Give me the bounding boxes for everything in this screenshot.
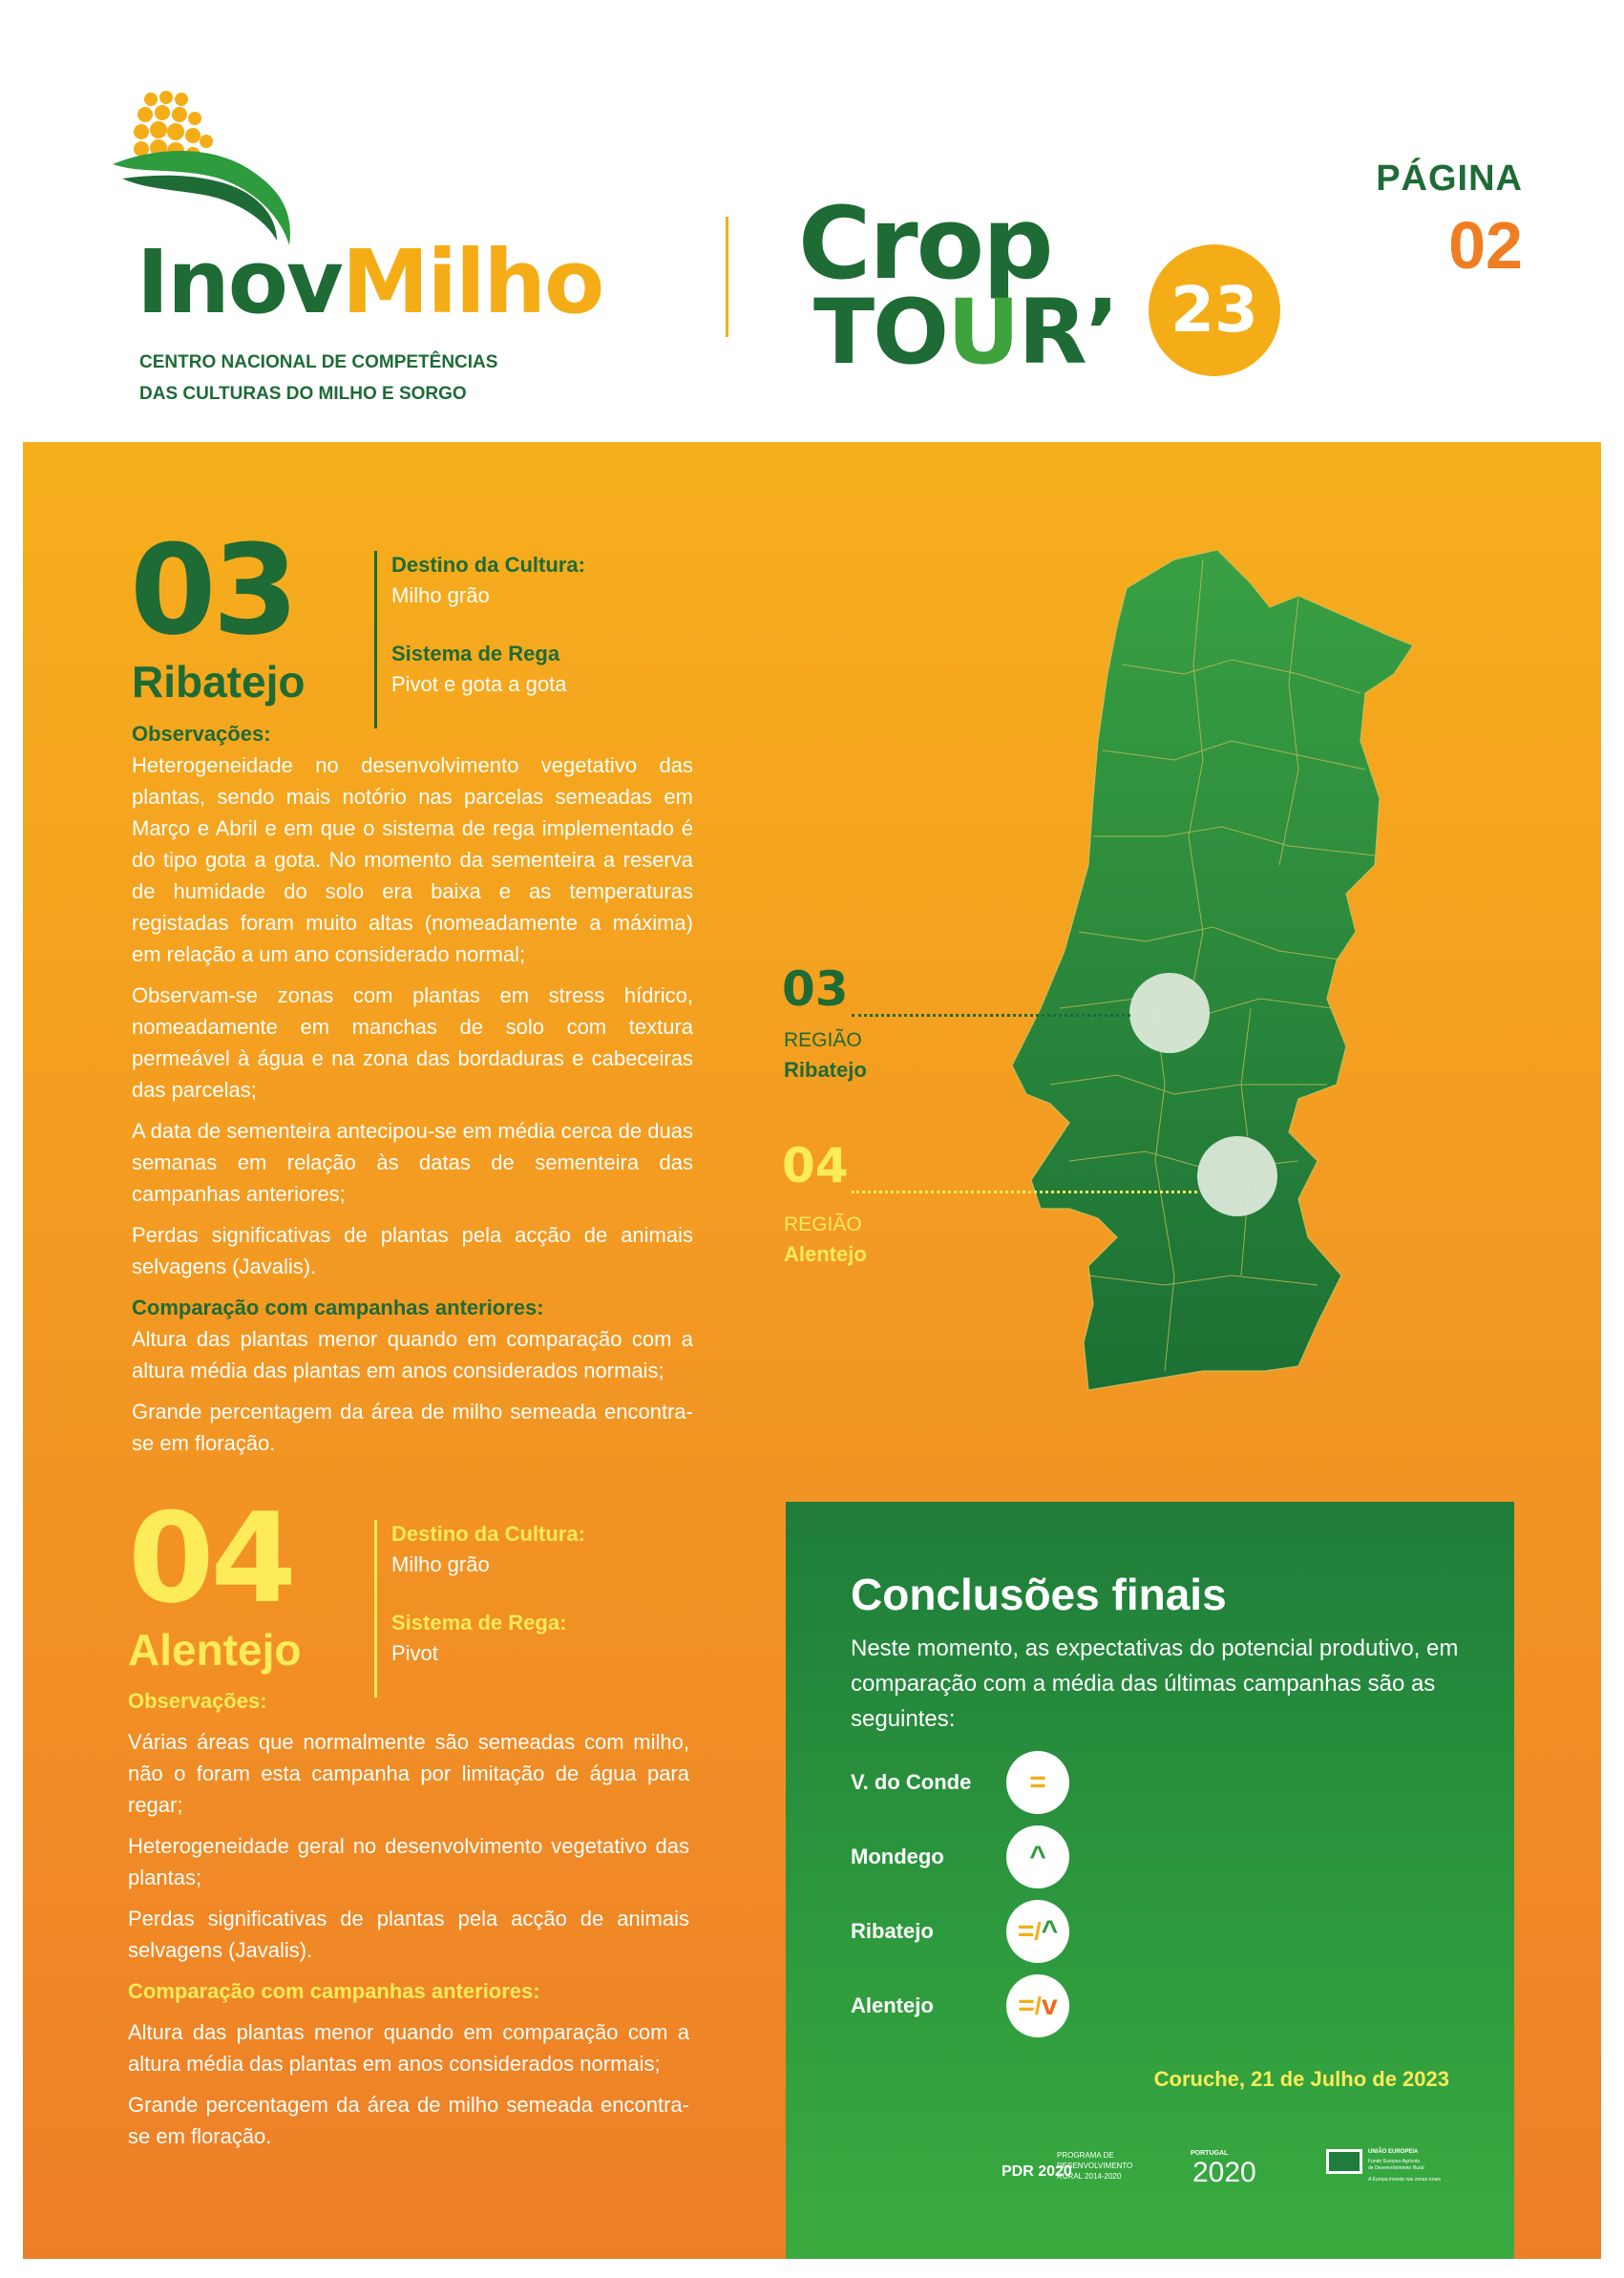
- equal-up-indicator-icon: =/^: [1006, 1900, 1069, 1963]
- comparison-paragraph: Altura das plantas menor quando em comparação com a altura média das plantas em anos considerados normais;: [132, 1327, 693, 1382]
- section-meta: [374, 1520, 585, 1698]
- tour-part-u: U: [947, 281, 1019, 385]
- crop-title: Crop: [798, 185, 1052, 302]
- eu-feader-logo: [1326, 2148, 1441, 2183]
- tour-part-b: R’: [1018, 281, 1118, 385]
- callout-region-03: Ribatejo: [784, 1058, 867, 1082]
- observacoes-heading: Observações:: [128, 1689, 267, 1713]
- equal-indicator-icon: =: [1006, 1751, 1069, 1814]
- brand-subtitle-line-2: DAS CULTURAS DO MILHO E SORGO: [139, 384, 467, 404]
- pdr2020-line-2: DESENVOLVIMENTO: [1057, 2162, 1133, 2170]
- conclusions-box: [786, 1502, 1514, 2259]
- page-label: PÁGINA: [1376, 158, 1523, 199]
- conclusion-region: Ribatejo: [851, 1919, 934, 1943]
- equal-down-indicator-icon: =/v: [1006, 1974, 1069, 2037]
- tour-part-a: TO: [813, 281, 948, 385]
- section-body: [128, 1685, 689, 2162]
- callout-leader-04: [852, 1191, 1197, 1193]
- inovmilho-corn-logo: [113, 88, 304, 250]
- observacoes-heading: Observações:: [132, 722, 271, 746]
- observation-paragraph: Observam-se zonas com plantas em stress hídrico, nomeadamente em manchas de solo com textura permeável à água e na zona das bordaduras e cabeceiras das parcelas;: [132, 983, 693, 1102]
- brand-wordmark: [137, 231, 603, 333]
- eu-line-2: de Desenvolvimento Rural: [1368, 2165, 1424, 2171]
- funder-logos: [1002, 2143, 1460, 2191]
- portugal2020-logo: [1191, 2150, 1256, 2188]
- up-indicator-icon: ^: [1006, 1825, 1069, 1888]
- rega-label: Sistema de Rega:: [391, 1611, 567, 1635]
- observation-paragraph: Várias áreas que normalmente são semeadas com milho, não o foram esta campanha por limitação de água para regar;: [128, 1730, 689, 1817]
- section-body: [132, 718, 693, 1468]
- pdr2020-line-3: RURAL 2014-2020: [1057, 2172, 1122, 2181]
- callout-label-03: REGIÃO: [784, 1029, 862, 1051]
- eu-title: UNIÃO EUROPEIA: [1368, 2149, 1419, 2155]
- conclusion-region: Mondego: [851, 1845, 944, 1868]
- rega-value: Pivot e gota a gota: [391, 672, 567, 696]
- comparison-paragraph: Grande percentagem da área de milho semeada encontra-se em floração.: [132, 1400, 693, 1455]
- pdr2020-logo: [1002, 2151, 1132, 2181]
- section-region: Ribatejo: [132, 657, 306, 707]
- pdr2020-mark: PDR 2020: [1002, 2163, 1072, 2180]
- region-marker-ribatejo: [1129, 973, 1210, 1053]
- conclusions-date: Coruche, 21 de Julho de 2023: [1153, 2067, 1449, 2091]
- conclusion-row: [851, 1900, 1137, 1963]
- page-number: 02: [1448, 208, 1523, 283]
- comparacao-heading: Comparação com campanhas anteriores:: [128, 1979, 540, 2003]
- section-meta: [374, 551, 585, 728]
- destino-value: Milho grão: [391, 583, 490, 607]
- callout-number-04: 04: [782, 1138, 849, 1193]
- callout-region-04: Alentejo: [784, 1242, 867, 1266]
- rega-value: Pivot: [391, 1641, 438, 1665]
- observation-paragraph: A data de sementeira antecipou-se em média cerca de duas semanas em relação às datas de sementeira das campanhas anteriores;: [132, 1119, 693, 1206]
- conclusion-row: [851, 1751, 1137, 1814]
- conclusion-row: [851, 1974, 1137, 2037]
- destino-value: Milho grão: [391, 1552, 490, 1576]
- eu-line-3: A Europa investe nas zonas rurais: [1368, 2177, 1441, 2183]
- comparacao-heading: Comparação com campanhas anteriores:: [132, 1296, 544, 1319]
- observation-paragraph: Perdas significativas de plantas pela acção de animais selvagens (Javalis).: [132, 1223, 693, 1278]
- section-number: 03: [130, 517, 295, 663]
- comparison-paragraph: Altura das plantas menor quando em comparação com a altura média das plantas em anos considerados normais;: [128, 2020, 689, 2076]
- brand-inov: Inov: [137, 231, 342, 333]
- rega-label: Sistema de Rega: [391, 642, 560, 665]
- pdr2020-line-1: PROGRAMA DE: [1057, 2151, 1114, 2160]
- portugal-map: [1012, 550, 1518, 1428]
- callout-number-03: 03: [782, 961, 849, 1017]
- brand-subtitle-line-1: CENTRO NACIONAL DE COMPETÊNCIAS: [139, 352, 498, 372]
- observation-paragraph: Perdas significativas de plantas pela acção de animais selvagens (Javalis).: [128, 1907, 689, 1962]
- eu-line-1: Fundo Europeu Agrícola: [1368, 2159, 1420, 2164]
- observation-paragraph: Heterogeneidade geral no desenvolvimento vegetativo das plantas;: [128, 1834, 689, 1889]
- conclusions-intro: Neste momento, as expectativas do potencial produtivo, em comparação com a média das últimas campanhas são as seguintes:: [851, 1635, 1459, 1732]
- conclusion-region: V. do Conde: [851, 1770, 972, 1794]
- comparison-paragraph: Grande percentagem da área de milho semeada encontra-se em floração.: [128, 2093, 689, 2148]
- tour-title: [813, 281, 1118, 385]
- callout-leader-03: [852, 1014, 1130, 1017]
- conclusion-region: Alentejo: [851, 1993, 934, 2017]
- callout-label-04: REGIÃO: [784, 1213, 862, 1235]
- conclusion-row: [851, 1825, 1137, 1888]
- region-marker-alentejo: [1197, 1136, 1277, 1216]
- portugal2020-year: 2020: [1192, 2157, 1256, 2188]
- destino-label: Destino da Cultura:: [391, 553, 585, 577]
- year-badge: 23: [1149, 244, 1280, 376]
- brand-milho: Milho: [341, 231, 603, 333]
- section-number: 04: [128, 1486, 293, 1631]
- destino-label: Destino da Cultura:: [391, 1522, 585, 1546]
- conclusions-title: Conclusões finais: [851, 1570, 1227, 1619]
- header-divider: [726, 217, 728, 337]
- section-region: Alentejo: [128, 1625, 302, 1675]
- observation-paragraph: Heterogeneidade no desenvolvimento vegetativo das plantas, sendo mais notório nas parcelas semeadas em Março e Abril e em que o sistema de rega implementado é do tipo gota a gota. No momento da sementeira a reserva de humidade do solo era baixa e as temperaturas registadas foram muito altas (nomeadamente a máxima) em relação a um ano considerado normal;: [132, 753, 693, 966]
- portugal-mainland: [1012, 550, 1413, 1390]
- portugal2020-label: PORTUGAL: [1191, 2150, 1229, 2157]
- brand-subtitle: [139, 347, 497, 410]
